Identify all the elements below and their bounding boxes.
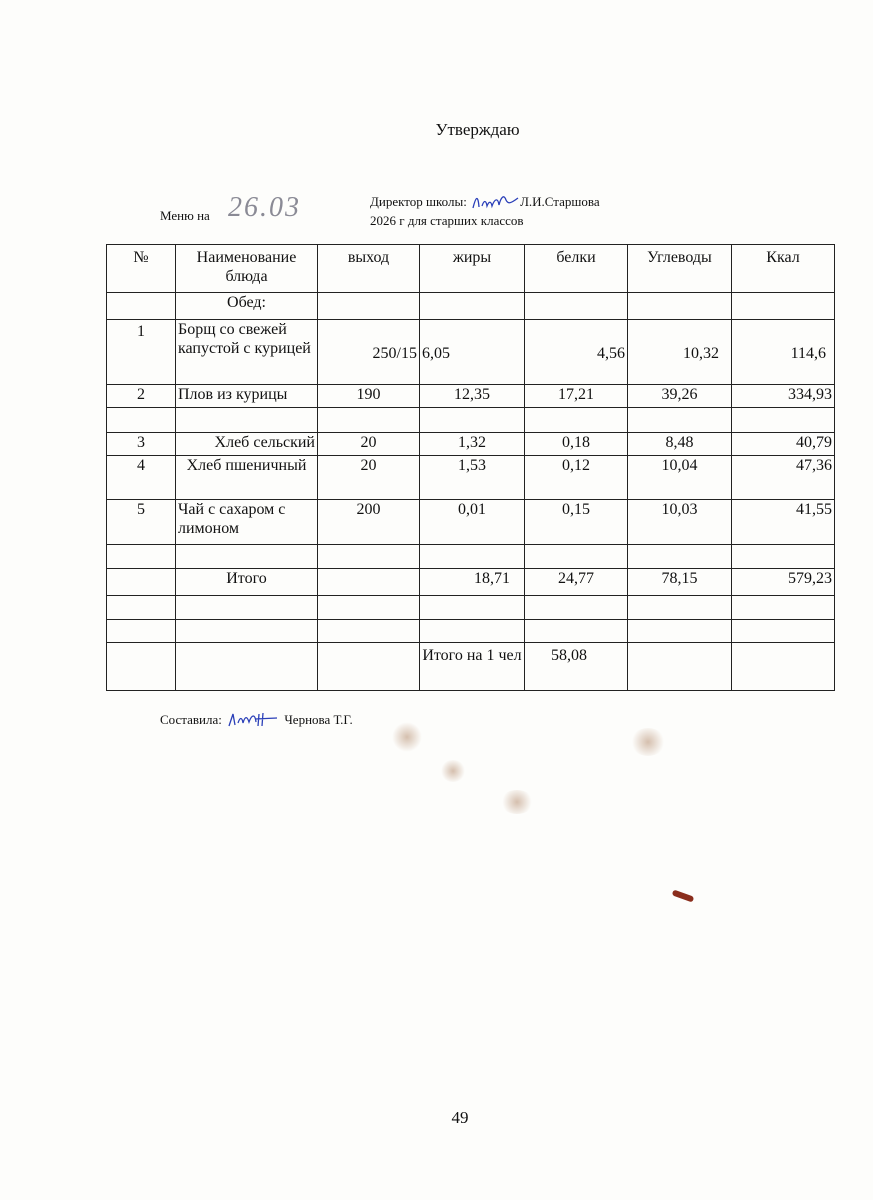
row-fat: 6,05 bbox=[420, 320, 525, 385]
table-header-row bbox=[107, 245, 835, 293]
row-num: 3 bbox=[107, 433, 176, 456]
total-label: Итого bbox=[176, 569, 318, 596]
total-fat: 18,71 bbox=[420, 569, 525, 596]
director-name: Л.И.Старшова bbox=[520, 194, 600, 209]
empty-row bbox=[107, 596, 835, 620]
row-kcal: 41,55 bbox=[732, 500, 835, 545]
row-num: 4 bbox=[107, 456, 176, 500]
stain-mark bbox=[630, 728, 666, 756]
row-carb: 8,48 bbox=[628, 433, 732, 456]
row-prot: 17,21 bbox=[525, 385, 628, 408]
table-row bbox=[107, 433, 835, 456]
row-kcal: 334,93 bbox=[732, 385, 835, 408]
row-prot: 4,56 bbox=[525, 320, 628, 385]
col-header-out: выход bbox=[318, 245, 420, 293]
empty-row bbox=[107, 545, 835, 569]
row-kcal: 47,36 bbox=[732, 456, 835, 500]
composer-name: Чернова Т.Г. bbox=[284, 712, 353, 727]
col-header-kcal: Ккал bbox=[732, 245, 835, 293]
per-person-value: 58,08 bbox=[525, 643, 628, 691]
col-header-name: Наименование блюда bbox=[176, 245, 318, 293]
row-fat: 12,35 bbox=[420, 385, 525, 408]
col-header-num: № bbox=[107, 245, 176, 293]
empty-row bbox=[107, 620, 835, 643]
row-name: Хлеб пшеничный bbox=[176, 456, 318, 500]
row-carb: 10,04 bbox=[628, 456, 732, 500]
row-prot: 0,12 bbox=[525, 456, 628, 500]
col-header-fat: жиры bbox=[420, 245, 525, 293]
row-out: 20 bbox=[318, 433, 420, 456]
row-name: Хлеб сельский bbox=[176, 433, 318, 456]
table-row bbox=[107, 456, 835, 500]
total-row bbox=[107, 569, 835, 596]
menu-date-label: Меню на bbox=[160, 208, 210, 223]
approval-heading: Утверждаю bbox=[435, 120, 520, 139]
row-name: Борщ со свежей капустой с курицей bbox=[176, 320, 318, 385]
menu-subtitle: 2026 г для старших классов bbox=[370, 213, 524, 228]
col-header-carb: Углеводы bbox=[628, 245, 732, 293]
total-carb: 78,15 bbox=[628, 569, 732, 596]
section-row bbox=[107, 293, 835, 320]
row-out: 200 bbox=[318, 500, 420, 545]
total-kcal: 579,23 bbox=[732, 569, 835, 596]
per-person-label: Итого на 1 чел bbox=[420, 643, 525, 691]
director-block bbox=[370, 192, 600, 229]
row-prot: 0,18 bbox=[525, 433, 628, 456]
row-kcal: 40,79 bbox=[732, 433, 835, 456]
empty-row bbox=[107, 408, 835, 433]
composed-label: Составила: bbox=[160, 712, 222, 727]
stain-mark bbox=[500, 790, 534, 814]
row-fat: 1,32 bbox=[420, 433, 525, 456]
row-out: 20 bbox=[318, 456, 420, 500]
col-header-prot: белки bbox=[525, 245, 628, 293]
row-out: 250/15 bbox=[318, 320, 420, 385]
row-carb: 10,32 bbox=[628, 320, 732, 385]
row-name: Плов из курицы bbox=[176, 385, 318, 408]
row-name: Чай с сахаром с лимоном bbox=[176, 500, 318, 545]
stain-mark bbox=[440, 760, 466, 782]
total-prot: 24,77 bbox=[525, 569, 628, 596]
composer-signature-icon bbox=[225, 710, 281, 730]
row-fat: 0,01 bbox=[420, 500, 525, 545]
section-label: Обед: bbox=[176, 293, 318, 320]
composed-by bbox=[160, 710, 353, 730]
menu-table bbox=[106, 244, 835, 691]
table-row bbox=[107, 320, 835, 385]
row-num: 5 bbox=[107, 500, 176, 545]
row-out: 190 bbox=[318, 385, 420, 408]
row-kcal: 114,6 bbox=[732, 320, 835, 385]
table-row bbox=[107, 385, 835, 408]
ink-blot-mark bbox=[672, 889, 695, 902]
director-signature-icon bbox=[470, 192, 520, 212]
row-fat: 1,53 bbox=[420, 456, 525, 500]
page-number: 49 bbox=[451, 1108, 469, 1127]
table-row bbox=[107, 500, 835, 545]
row-num: 2 bbox=[107, 385, 176, 408]
per-person-row bbox=[107, 643, 835, 691]
menu-date-handwritten: 26.03 bbox=[228, 192, 301, 223]
row-num: 1 bbox=[107, 320, 176, 385]
row-carb: 10,03 bbox=[628, 500, 732, 545]
director-label: Директор школы: bbox=[370, 194, 467, 209]
stain-mark bbox=[392, 722, 422, 752]
row-prot: 0,15 bbox=[525, 500, 628, 545]
row-carb: 39,26 bbox=[628, 385, 732, 408]
